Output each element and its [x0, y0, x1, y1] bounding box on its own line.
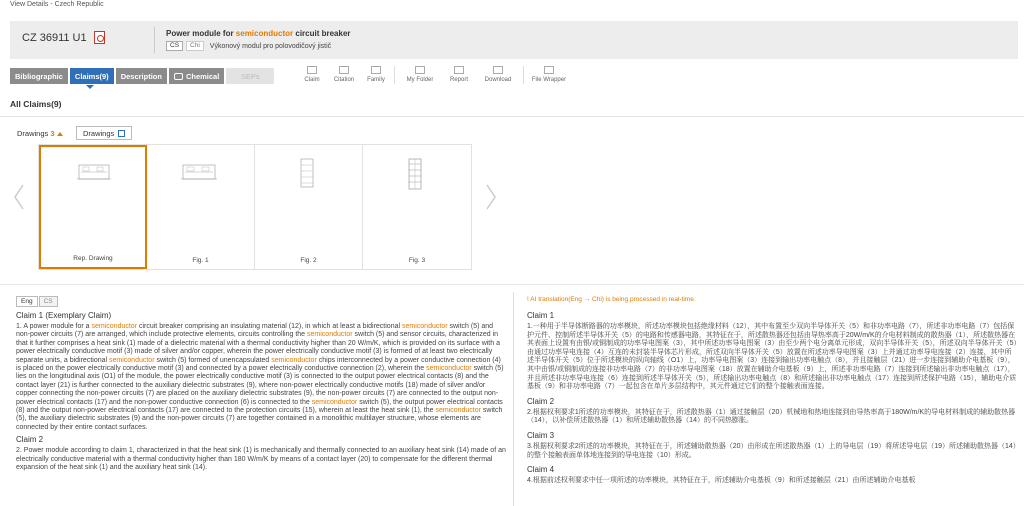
lang-button-cs[interactable]: CS: [39, 296, 58, 307]
drawing-thumbnail[interactable]: [147, 145, 255, 269]
detail-tabs: [10, 68, 274, 84]
title-language-row: [166, 41, 331, 51]
claim-text-part: switch (5) lies on the longitudinal axis (O1) of the module, the power electrically conductive motif (3) is connected to the output power electrical contacts (8) and the contact layer (21) is further connected to the auxiliary dielectric substrates (9), where non-power electrically conductive motifs (18) made of silver and/or copper connecting the non-power circuits (7) are placed on the auxiliary dielectric substrates (9), the non-power circuits (7) are connected to the output non-power electrical contacts (17) and the non-power conductive connection (6) is connected to the: [16, 365, 504, 406]
chevron-right-icon: [484, 183, 498, 211]
toolbar-separator: [523, 66, 524, 84]
drawings-button[interactable]: [76, 126, 132, 140]
carousel-next-button[interactable]: [484, 183, 498, 211]
keyword-highlight: semiconductor: [426, 365, 472, 373]
tab-claims[interactable]: Claims(9): [70, 68, 114, 84]
keyword-highlight: semiconductor: [435, 407, 481, 415]
claim-heading: Claim 4: [527, 465, 555, 475]
publication-number: CZ 36911 U1: [22, 32, 87, 44]
tab-seps: SEPs: [226, 68, 274, 84]
claim-heading: Claim 1 (Exemplary Claim): [16, 311, 112, 320]
claim-text: 2.根据权利要求1所述的功率模块，其特征在于，所述散热器（1）通过接触层（20）机械地和热地连接到由导热率高于180W/m/K的导电材料制成的辅助散热器（14），以补偿所述散热器（1）和所述辅助散热器（14）的不同热膨胀。: [527, 408, 1016, 425]
drawings-carousel: [38, 144, 472, 270]
keyword-highlight: semiconductor: [402, 323, 448, 330]
header-divider: [154, 27, 155, 53]
original-claims-panel: [16, 296, 506, 473]
claim-heading: Claim 2: [527, 396, 555, 406]
tool-claim[interactable]: [296, 66, 328, 86]
thumbnail-caption: Fig. 2: [300, 257, 317, 264]
drawing-image: [41, 147, 145, 247]
drawing-image: [255, 145, 359, 245]
claim-text-part: switch (5), the auxiliary dielectric substrates (9) and the non-power circuits (7) are together contained in a monolithic multilayer structure, whose elements are connected by their entire contact surfaces.: [16, 407, 503, 431]
chemical-icon: [174, 73, 183, 80]
download-icon: [493, 66, 503, 74]
lang-button-eng[interactable]: Eng: [16, 296, 38, 307]
drawing-image: [363, 145, 467, 245]
tab-description[interactable]: Description: [116, 68, 167, 84]
drawing-thumbnail[interactable]: [255, 145, 363, 269]
tool-report-label: Report: [449, 77, 468, 83]
drawing-thumbnail[interactable]: [363, 145, 471, 269]
tool-citation[interactable]: [328, 66, 360, 86]
patent-header: [10, 21, 1018, 59]
claim-text-part: circuit breaker comprising an insulating material (12), in which at least a bidirectional: [137, 323, 402, 330]
claim-heading: Claim 2: [16, 435, 44, 445]
drawings-button-label: Drawings: [83, 128, 115, 138]
breadcrumb-bar: [0, 0, 1024, 12]
all-claims-heading: All Claims(9): [10, 99, 62, 109]
external-link-icon: [118, 130, 125, 137]
ai-translation-notice: ! AI translation(Eng → Chi) is being processed in real-time.: [527, 296, 696, 303]
keyword-highlight: semiconductor: [109, 356, 155, 364]
title-prefix: Power module for: [166, 29, 236, 38]
claim-text: 2. Power module according to claim 1, characterized in that the heat sink (1) is mechanically and thermally connected to an auxiliary heat sink (14) made of an electrically conductive material with a thermal conductivity higher than 180 W/m/K by means of a contact layer (20) to compensate for the different thermal expansion of the heat sink (1) and the auxiliary heat sink (14).: [16, 447, 506, 472]
claims-language-switch: [16, 296, 506, 307]
report-icon: [454, 66, 464, 74]
active-tab-caret: [86, 85, 94, 89]
family-icon: [371, 66, 381, 74]
claim-text-part: switch (5) and sensor circuits, characterized in that it further comprises a heat sink (1) made of a dielectric material with a thermal conductivity higher than 20 W/m/K, which is provided on its surface with a power electrically conductive motif (3) made of silver and/or copper, wherein the power electrically conductive motif (3) is formed of at least two electrically separate units, a bidirectional: [16, 331, 500, 364]
title-highlight: semiconductor: [235, 29, 294, 38]
tool-report[interactable]: [443, 66, 475, 86]
drawings-toggle[interactable]: [17, 129, 63, 138]
tool-my-folder-label: My Folder: [406, 77, 434, 83]
translated-claims-panel: [527, 296, 1017, 486]
claim-text-part: 1. A power module for a: [16, 323, 92, 330]
thumbnail-caption: Rep. Drawing: [73, 255, 113, 262]
citation-icon: [339, 66, 349, 74]
original-title: Výkonový modul pro polovodičový jistič: [209, 42, 332, 50]
claim-tree-icon: [307, 66, 317, 74]
claim-heading: Claim 1: [527, 311, 555, 320]
keyword-highlight: semiconductor: [271, 356, 317, 364]
claim-text: 3.根据权利要求2所述的功率模块，其特征在于，所述辅助散热器（20）由形成在所述散热器（1）上的导电层（19）将所述导电层（19）所述辅助散热器（14）的整个接触表面单体地连接到的导电连接（10）形成。: [527, 442, 1017, 459]
drawings-label: Drawings: [17, 129, 49, 138]
tool-download[interactable]: [475, 66, 521, 86]
tool-family[interactable]: [360, 66, 392, 86]
keyword-highlight: semiconductor: [307, 331, 353, 339]
file-wrapper-icon: [544, 66, 554, 74]
toolbar-separator: [394, 66, 395, 84]
folder-icon: [415, 66, 425, 74]
chevron-left-icon: [12, 183, 26, 211]
claim-text-part: chips interconnected by a power conductive connection (4) is placed on the power electrically conductive motif (3) and connected by a power electrically conductive connection (2), wherein the: [16, 356, 501, 373]
tool-claim-label: Claim: [304, 77, 320, 83]
caret-up-icon: [57, 132, 63, 136]
toolbar: [296, 66, 572, 86]
section-divider: [0, 116, 1024, 117]
title-suffix: circuit breaker: [293, 29, 351, 38]
section-divider: [0, 284, 1024, 285]
drawing-image: [147, 145, 251, 245]
tool-file-wrapper[interactable]: [526, 66, 572, 86]
thumbnail-caption: Fig. 1: [192, 257, 209, 264]
drawings-count: 3: [50, 129, 55, 138]
tool-family-label: Family: [367, 77, 385, 83]
carousel-prev-button[interactable]: [12, 183, 26, 211]
tool-file-wrapper-label: File Wrapper: [531, 77, 567, 83]
pdf-icon[interactable]: [94, 31, 105, 44]
tab-bibliographic[interactable]: Bibliographic: [10, 68, 68, 84]
panel-divider: [513, 292, 514, 506]
tool-download-label: Download: [484, 77, 512, 83]
lang-tag-chi[interactable]: Chi: [186, 41, 204, 51]
tab-chemical-label: Chemical: [185, 71, 220, 81]
claim-text-part: switch (5) formed of unencapsulated: [154, 356, 272, 364]
lang-tag-cs[interactable]: CS: [166, 41, 183, 51]
tool-citation-label: Citation: [333, 77, 355, 83]
breadcrumb: View Details - Czech Republic: [10, 1, 104, 8]
claim-text-part: switch (5), the output power electrical contacts (8) and the output non-power electrical contacts (17) are connected to the protection circuits (15), wherein at least the heat sink (1), the: [16, 398, 503, 415]
keyword-highlight: semiconductor: [91, 323, 138, 330]
claim-text: [16, 323, 506, 432]
patent-title: [166, 29, 351, 38]
thumbnail-caption: Fig. 3: [408, 257, 426, 264]
claim-text: 1.一种用于半导体断路器的功率模块，所述功率模块包括绝缘材料（12），其中布置至少双向半导体开关（5）和非功率电路（7），所述非功率电路（7）包括保护元件、控制所述半导体开关（5）的电路和传感器电路，其特征在于，所述散热器还包括由导热率高于20W/m/K的介电材料制成的散热器（1），所述散热器在其表面上设置有由银/或铜制成的功率导电图案（3），其中所述功率导电图案（3）由至少两个电分离单元形成，双向半导体开关（5），所述双向半导体开关（5）由通过功率导电连接（4）互连的未封装半导体芯片形成，所述双向半导体开关（5）放置在所述功率导电图案（3）上并通过功率导电连接（2）连接，其中所述半导体开关（5）位于所述模块的纵向轴线（O1）上，功率导电图案（3）连接到输出功率电触点（8），并且接触层（21）进一步连接到辅助介电基板（9），其中由银/或铜制成的连接非功率电路（7）的非功率导电图案（18）放置在辅助介电基板（9）上，所述非功率电路（7）连接到所述输出非功率电触点（17），并且所述非功率导电连接（6）连接到所述半导体开关（5），所述输出功率电触点（8）和所述输出非功率电触点（17）连接到所述保护电路（15），辅助电介质基板（9）和非功率电路（7）一起包含在单片多层结构中，其元件通过它们的整个接触表面连接。: [527, 323, 1018, 391]
claim-text: 4.根据前述权利要求中任一项所述的功率模块，其特征在于，所述辅助介电基板（9）和所述接触层（21）由所述辅助介电基板: [527, 477, 916, 485]
drawing-thumbnail[interactable]: [39, 145, 147, 269]
tool-my-folder[interactable]: [397, 66, 443, 86]
claim-heading: Claim 3: [527, 430, 555, 440]
tab-chemical[interactable]: [169, 68, 224, 84]
keyword-highlight: semiconductor: [311, 398, 358, 406]
claim-text-part: switch (5) and non-power circuits (7) are arranged, which include protective elements, circuits controlling the: [16, 323, 494, 339]
